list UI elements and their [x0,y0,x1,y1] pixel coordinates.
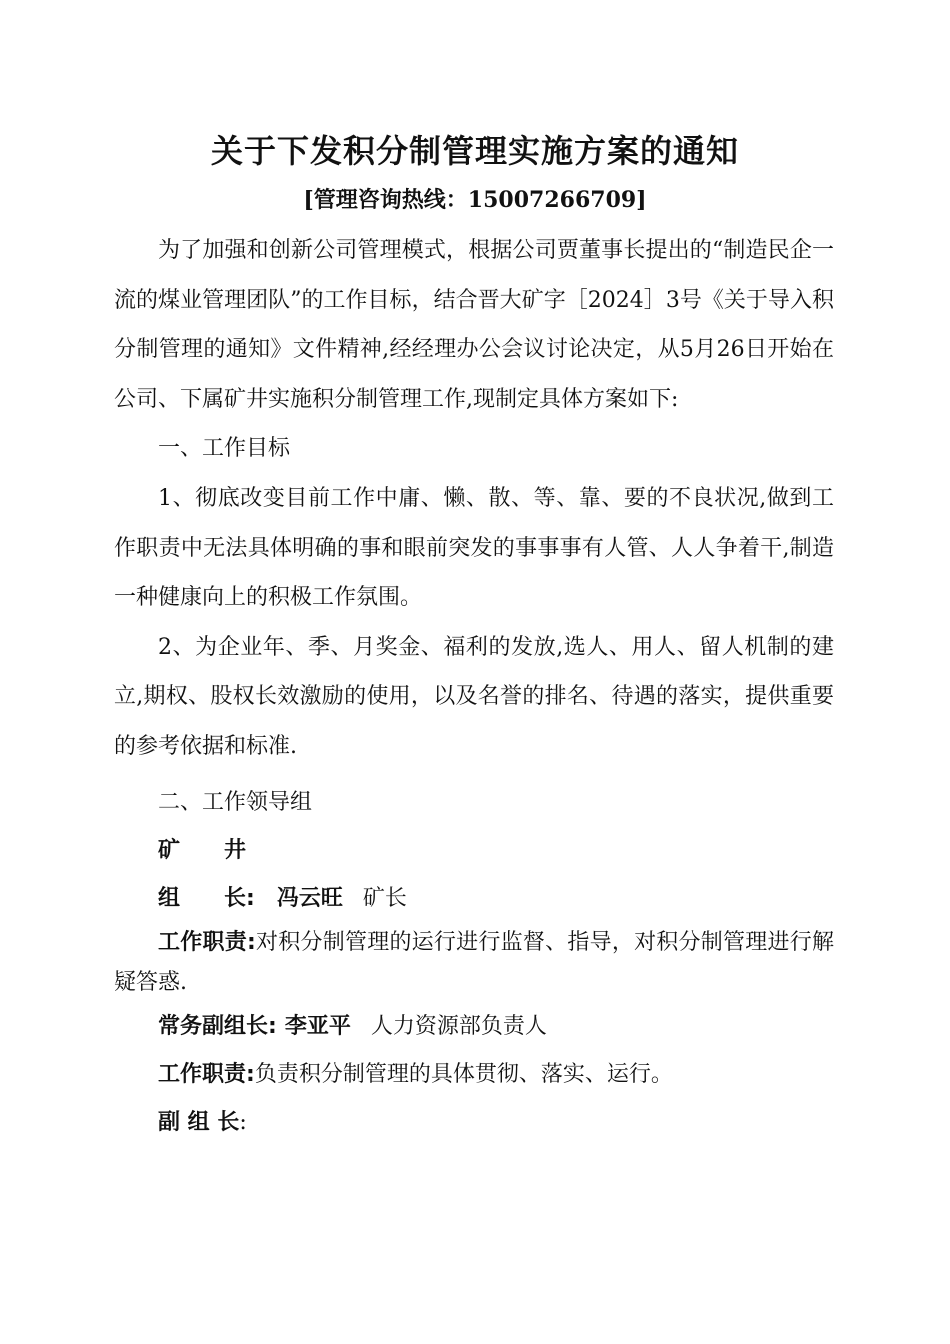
vice-leader-line [114,1099,834,1147]
deputy-line [114,1003,834,1051]
deputy-name: 李亚平 [284,1014,351,1040]
section-heading-goals: 一、工作目标 [158,436,291,462]
goal-item-2: 2、为企业年、季、月奖金、福利的发放,选人、用人、留人机制的建立,期权、股权长效激励的使用，以及名誉的排名、待遇的落实，提供重要的参考依据和标准. [114,634,834,759]
leader-title: 矿长 [362,886,407,912]
unit-label-part-2: 井 [224,838,247,864]
leader-duty-label: 工作职责: [158,930,256,956]
hotline-line: [管理咨询热线：15007266709] [303,187,647,213]
leader-line [114,875,834,923]
document-title: 关于下发积分制管理实施方案的通知 [210,132,739,170]
leader-label-part-2: 长: [224,886,255,912]
deputy-duty [114,1051,834,1099]
intro-paragraph: 为了加强和创新公司管理模式，根据公司贾董事长提出的“制造民企一流的煤业管理团队”的工作目标，结合晋大矿字［2024］3号《关于导入积分制管理的通知》文件精神,经经理办公会议讨论决定，从5月26日开始在公司、下属矿井实施积分制管理工作,现制定具体方案如下: [114,238,834,412]
leader-label-part-1: 组 [158,886,181,912]
deputy-duty-label: 工作职责: [158,1062,255,1088]
vice-leader-label: 副 组 长 [158,1110,240,1136]
leader-duty [114,923,834,1003]
section-heading-leadership: 二、工作领导组 [158,789,313,815]
document-body [114,226,834,1147]
deputy-title: 人力资源部负责人 [370,1014,547,1040]
unit-label [114,827,834,875]
deputy-duty-text: 负责积分制管理的具体贯彻、落实、运行。 [254,1062,673,1088]
leader-duty-text: 对积分制管理的运行进行监督、指导，对积分制管理进行解疑答惑. [114,930,834,996]
vice-leader-colon: : [239,1110,247,1136]
goal-item-1: 1、彻底改变目前工作中庸、懒、散、等、靠、要的不良状况,做到工作职责中无法具体明确的事和眼前突发的事事事有人管、人人争着干,制造一种健康向上的积极工作氛围。 [114,485,834,611]
unit-label-part-1: 矿 [158,838,181,864]
deputy-label: 常务副组长: [158,1014,277,1040]
leader-name: 冯云旺 [276,886,343,912]
